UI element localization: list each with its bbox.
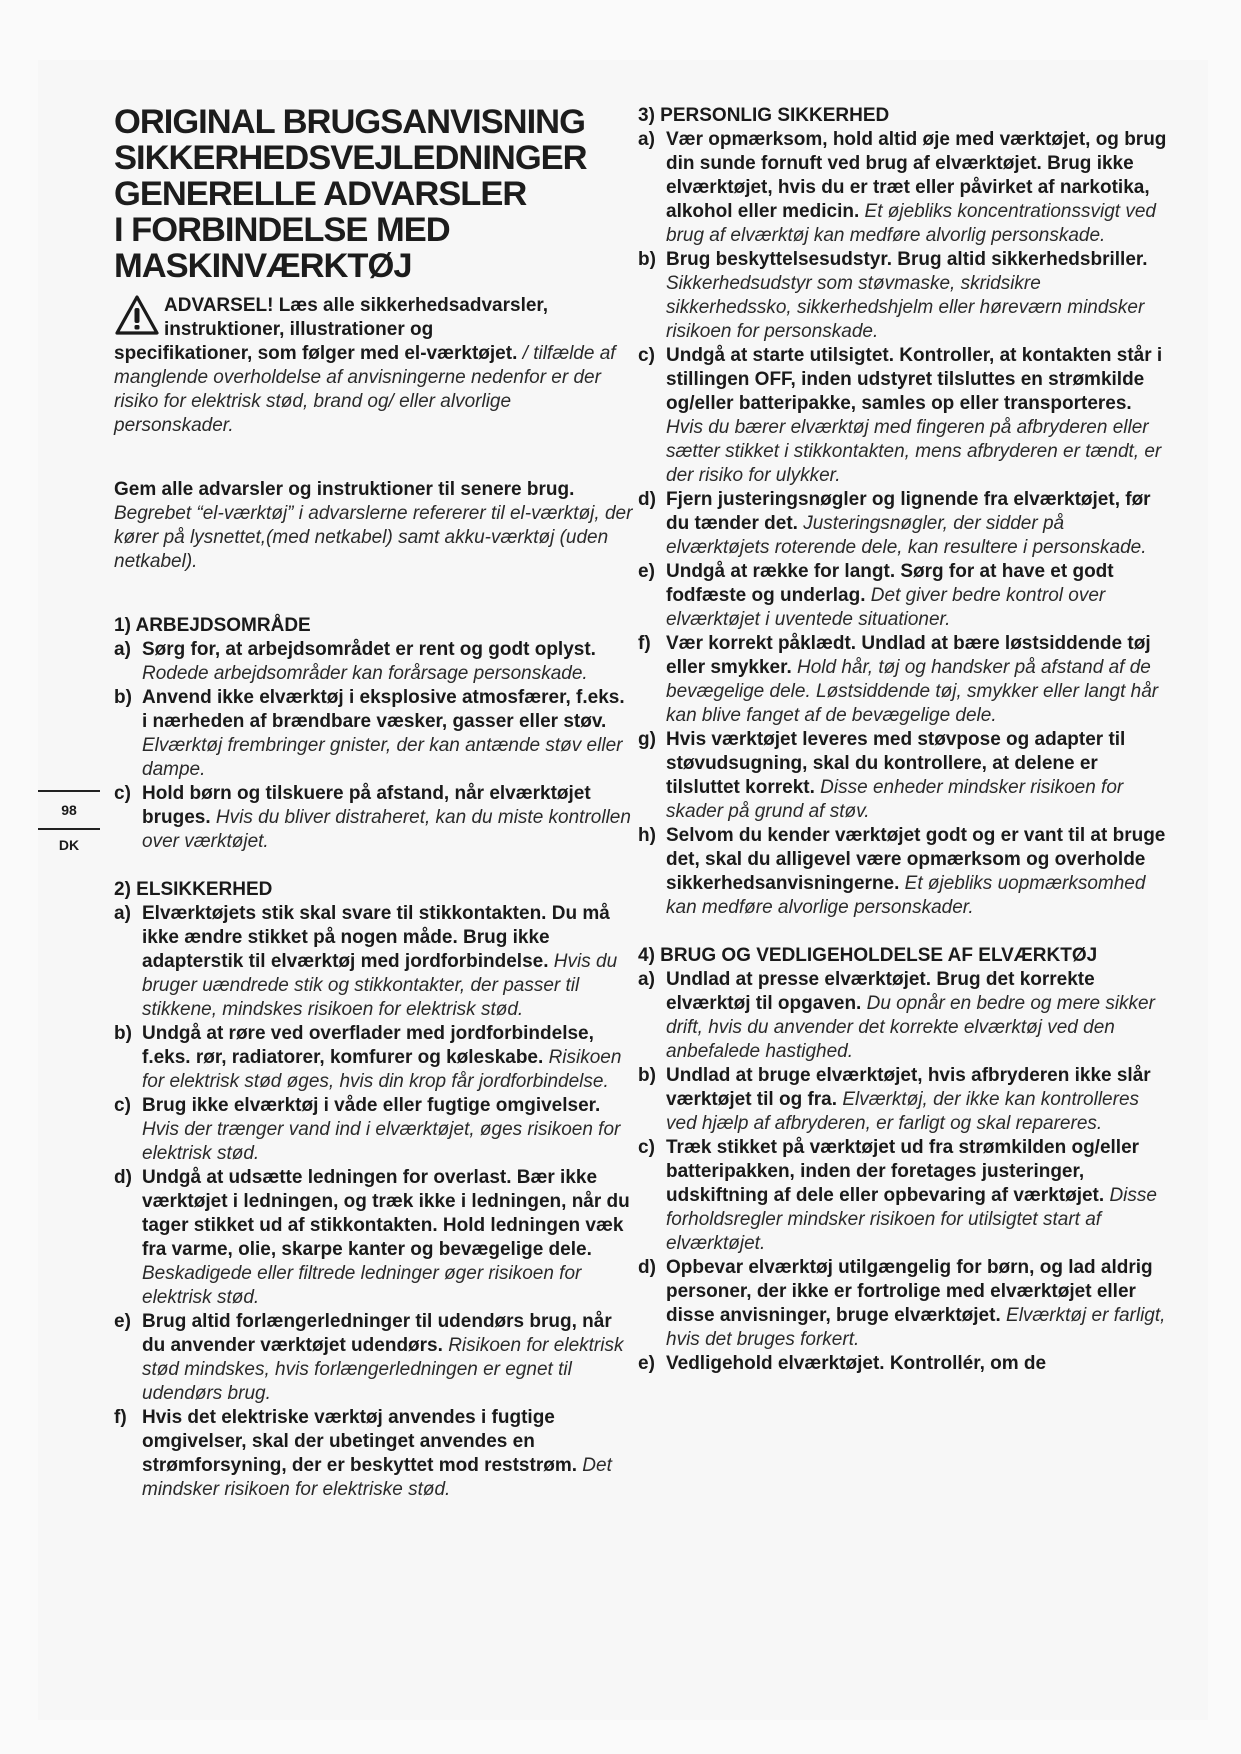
item-desc: Risikoen for elektrisk stød mindskes, hvis forlængerledningen er egnet til udendørs brug. bbox=[142, 1335, 624, 1404]
list-item bbox=[114, 638, 634, 686]
section-personal-safety bbox=[638, 104, 1168, 920]
spacer bbox=[114, 438, 634, 462]
title-line: GENERELLE ADVARSLER bbox=[114, 175, 527, 213]
spacer bbox=[114, 854, 634, 878]
item-lead: Hold børn og tilskuere på afstand, når elværktøjet bruges. bbox=[142, 783, 591, 828]
item-desc: Rodede arbejdsområder kan forårsage personskade. bbox=[142, 663, 588, 684]
list-item bbox=[114, 1406, 634, 1502]
item-letter: a) bbox=[638, 129, 655, 150]
warning-line: instruktioner, illustrationer og bbox=[164, 319, 434, 340]
section-heading: 1) ARBEJDSOMRÅDE bbox=[114, 615, 311, 636]
item-lead: Anvend ikke elværktøj i eksplosive atmosfærer, f.eks. i nærheden af brændbare væsker, gasser eller støv. bbox=[142, 687, 625, 732]
item-lead: Fjern justeringsnøgler og lignende fra elværktøjet, før du tænder det. bbox=[666, 489, 1151, 534]
item-letter: a) bbox=[638, 969, 655, 990]
item-lead: Opbevar elværktøj utilgængelig for børn, og lad aldrig personer, der ikke er fortrolige med elværktøjet eller disse anvisninger, bruge elværktøjet. bbox=[666, 1257, 1153, 1326]
item-letter: c) bbox=[114, 783, 131, 804]
item-lead: Undlad at bruge elværktøjet, hvis afbryderen ikke slår værktøjet til og fra. bbox=[666, 1065, 1151, 1110]
list-item bbox=[114, 902, 634, 1022]
item-letter: e) bbox=[638, 561, 655, 582]
item-lead: Træk stikket på værktøjet ud fra strømkilden og/eller batteripakken, inden der foretages justeringer, udskiftning af dele eller opbevaring af værktøjet. bbox=[666, 1137, 1140, 1206]
item-letter: e) bbox=[638, 1353, 655, 1374]
section-use-and-maintenance bbox=[638, 944, 1168, 1376]
item-letter: c) bbox=[638, 345, 655, 366]
item-desc: Det giver bedre kontrol over elværktøjet i uventede situationer. bbox=[666, 585, 1106, 630]
item-desc: Disse enheder mindsker risikoen for skader på grund af støv. bbox=[666, 777, 1124, 822]
list-item bbox=[638, 128, 1168, 248]
spacer bbox=[114, 574, 634, 598]
save-instructions-text: Begrebet “el-værktøj” i advarslerne refererer til el-værktøj, der kører på lysnettet,(med netkabel) samt akku-værktøj (uden netkabel). bbox=[114, 503, 633, 572]
spacer bbox=[638, 920, 1168, 944]
spacer bbox=[114, 598, 634, 614]
title-line: SIKKERHEDSVEJLEDNINGER bbox=[114, 139, 587, 177]
warning-heading: ADVARSEL! Læs alle sikkerhedsadvarsler, bbox=[164, 295, 549, 316]
warning-description: tilfælde af manglende overholdelse af anvisningerne nedenfor er der risiko for elektrisk stød, brand og/ eller alvorlige personskader. bbox=[114, 343, 616, 436]
item-lead: Brug altid forlængerledninger til udendørs brug, når du anvender værktøjet udendørs. bbox=[142, 1311, 612, 1356]
list-item bbox=[638, 344, 1168, 488]
list-item bbox=[638, 1064, 1168, 1136]
page-title bbox=[114, 104, 634, 284]
item-desc: Du opnår en bedre og mere sikker drift, hvis du anvender det korrekte elværktøj ved den anbefalede hastighed. bbox=[666, 993, 1155, 1062]
save-instructions-heading: Gem alle advarsler og instruktioner til senere brug. bbox=[114, 479, 575, 500]
item-lead: Undgå at række for langt. Sørg for at have et godt fodfæste og underlag. bbox=[666, 561, 1114, 606]
item-lead: Hvis det elektriske værktøj anvendes i fugtige omgivelser, skal der ubetinget anvendes en strømforsyning, der er beskyttet mod reststrøm. bbox=[142, 1407, 577, 1476]
item-lead: Vedligehold elværktøjet. Kontrollér, om de bbox=[666, 1353, 1047, 1374]
item-letter: e) bbox=[114, 1311, 131, 1332]
language-code: DK bbox=[58, 837, 80, 853]
item-lead: Hvis værktøjet leveres med støvpose og adapter til støvudsugning, skal du kontrollere, at delene er tilsluttet korrekt. bbox=[666, 729, 1126, 798]
item-desc: Elværktøj er farligt, hvis det bruges forkert. bbox=[666, 1305, 1166, 1350]
page-number: 98 bbox=[61, 802, 77, 818]
section-heading: 4) BRUG OG VEDLIGEHOLDELSE AF ELVÆRKTØJ bbox=[638, 945, 1098, 966]
list-item bbox=[638, 728, 1168, 824]
item-desc: Sikkerhedsudstyr som støvmaske, skridsikre sikkerhedssko, sikkerhedshjelm eller høreværn mindsker risikoen for personskade. bbox=[666, 273, 1145, 342]
list-item bbox=[638, 824, 1168, 920]
list-item bbox=[638, 488, 1168, 560]
list-item bbox=[638, 632, 1168, 728]
title-line: MASKINVÆRKTØJ bbox=[114, 247, 412, 285]
list-item bbox=[638, 1352, 1168, 1376]
item-letter: d) bbox=[638, 489, 656, 510]
item-desc: Elværktøj, der ikke kan kontrolleres ved hjælp af afbryderen, er farligt og skal repareres. bbox=[666, 1089, 1140, 1134]
list-item bbox=[638, 560, 1168, 632]
item-letter: d) bbox=[114, 1167, 132, 1188]
item-desc: Justeringsnøgler, der sidder på elværktøjets roterende dele, kan resultere i personskade. bbox=[666, 513, 1147, 558]
list-item bbox=[114, 1022, 634, 1094]
warning-triangle-icon bbox=[114, 294, 160, 336]
item-letter: b) bbox=[638, 249, 656, 270]
item-letter: f) bbox=[114, 1407, 127, 1428]
item-lead: Undgå at røre ved overflader med jordforbindelse, f.eks. rør, radiatorer, komfurer og køleskabe. bbox=[142, 1023, 594, 1068]
item-letter: a) bbox=[114, 639, 131, 660]
item-lead: Sørg for, at arbejdsområdet er rent og godt oplyst. bbox=[142, 639, 596, 660]
list-item bbox=[114, 1094, 634, 1166]
item-desc: Hvis du bruger uændrede stik og stikkontakter, der passer til stikkene, mindskes risikoen for elektrisk stød. bbox=[142, 951, 618, 1020]
manual-page bbox=[38, 60, 1208, 1720]
item-desc: Et øjebliks koncentrationssvigt ved brug af elværktøj kan medføre alvorlig personskade. bbox=[666, 201, 1156, 246]
list-item bbox=[638, 1136, 1168, 1256]
title-line: ORIGINAL BRUGSANVISNING bbox=[114, 103, 585, 141]
warning-line: specifikationer, som følger med el-værktøjet. bbox=[114, 343, 518, 364]
item-letter: c) bbox=[114, 1095, 131, 1116]
item-letter: c) bbox=[638, 1137, 655, 1158]
section-electrical-safety bbox=[114, 878, 634, 1502]
item-desc: Risikoen for elektrisk stød øges, hvis din krop får jordforbindelse. bbox=[142, 1047, 622, 1092]
list-item bbox=[114, 686, 634, 782]
list-item bbox=[638, 248, 1168, 344]
item-letter: b) bbox=[114, 687, 132, 708]
item-lead: Vær opmærksom, hold altid øje med værktøjet, og brug din sunde fornuft ved brug af elværktøjet. Brug ikke elværktøjet, hvis du er træt eller påvirket af narkotika, alkohol eller medicin. bbox=[666, 129, 1167, 222]
item-desc: Et øjebliks uopmærksomhed kan medføre alvorlige personskader. bbox=[666, 873, 1146, 918]
list-item bbox=[638, 1256, 1168, 1352]
item-desc: Disse forholdsregler mindsker risikoen for utilsigtet start af elværktøjet. bbox=[666, 1185, 1157, 1254]
item-lead: Undlad at presse elværktøjet. Brug det korrekte elværktøj til opgaven. bbox=[666, 969, 1095, 1014]
item-desc: Hvis du bærer elværktøj med fingeren på afbryderen eller sætter stikket i stikkontakten, mens afbryderen er tændt, er der risiko for ulykker. bbox=[666, 417, 1162, 486]
item-letter: h) bbox=[638, 825, 656, 846]
item-letter: a) bbox=[114, 903, 131, 924]
warning-block bbox=[114, 294, 634, 438]
item-letter: b) bbox=[638, 1065, 656, 1086]
item-lead: Undgå at udsætte ledningen for overlast. Bær ikke værktøjet i ledningen, og træk ikke i ledningen, når du tager stikket ud af stikkontakten. Hold ledningen væk fra varme, olie, skarpe kanter og bevægelige dele. bbox=[142, 1167, 630, 1260]
left-column bbox=[114, 60, 634, 1502]
warning-text bbox=[114, 342, 634, 438]
item-lead: Brug ikke elværktøj i våde eller fugtige omgivelser. bbox=[142, 1095, 601, 1116]
item-letter: g) bbox=[638, 729, 656, 750]
list-item bbox=[114, 782, 634, 854]
item-desc: Beskadigede eller filtrede ledninger øger risikoen for elektrisk stød. bbox=[142, 1263, 582, 1308]
list-item bbox=[114, 1166, 634, 1310]
item-lead: Vær korrekt påklædt. Undlad at bære løstsiddende tøj eller smykker. bbox=[666, 633, 1151, 678]
right-column bbox=[638, 104, 1168, 1376]
section-heading: 3) PERSONLIG SIKKERHED bbox=[638, 105, 890, 126]
item-letter: f) bbox=[638, 633, 651, 654]
slash: / bbox=[517, 343, 528, 364]
title-line: I FORBINDELSE MED bbox=[114, 211, 450, 249]
item-lead: Elværktøjets stik skal svare til stikkontakten. Du må ikke ændre stikket på nogen måde. Brug ikke adapterstik til elværktøj med jordforbindelse. bbox=[142, 903, 610, 972]
item-lead: Brug beskyttelsesudstyr. Brug altid sikkerhedsbriller. bbox=[666, 249, 1148, 270]
item-lead: Selvom du kender værktøjet godt og er vant til at bruge det, skal du alligevel være opmærksom og overholde sikkerhedsanvisningerne. bbox=[666, 825, 1166, 894]
item-letter: d) bbox=[638, 1257, 656, 1278]
item-desc: Hold hår, tøj og handsker på afstand af de bevægelige dele. Løstsiddende tøj, smykker eller langt hår kan blive fanget af de bevægelige dele. bbox=[666, 657, 1159, 726]
item-letter: b) bbox=[114, 1023, 132, 1044]
spacer bbox=[114, 462, 634, 478]
section-work-area bbox=[114, 614, 634, 854]
item-desc: Det mindsker risikoen for elektriske stød. bbox=[142, 1455, 612, 1500]
list-item bbox=[638, 968, 1168, 1064]
section-heading: 2) ELSIKKERHED bbox=[114, 879, 273, 900]
item-desc: Hvis der trænger vand ind i elværktøjet, øges risikoen for elektrisk stød. bbox=[142, 1119, 621, 1164]
item-desc: Elværktøj frembringer gnister, der kan antænde støv eller dampe. bbox=[142, 735, 623, 780]
item-lead: Undgå at starte utilsigtet. Kontroller, at kontakten står i stillingen OFF, inden udstyret tilsluttes en strømkilde og/eller batteripakke, samles op eller transporteres. bbox=[666, 345, 1163, 414]
list-item bbox=[114, 1310, 634, 1406]
item-desc: Hvis du bliver distraheret, kan du miste kontrollen over værktøjet. bbox=[142, 807, 631, 852]
page-side-tab bbox=[38, 790, 100, 860]
